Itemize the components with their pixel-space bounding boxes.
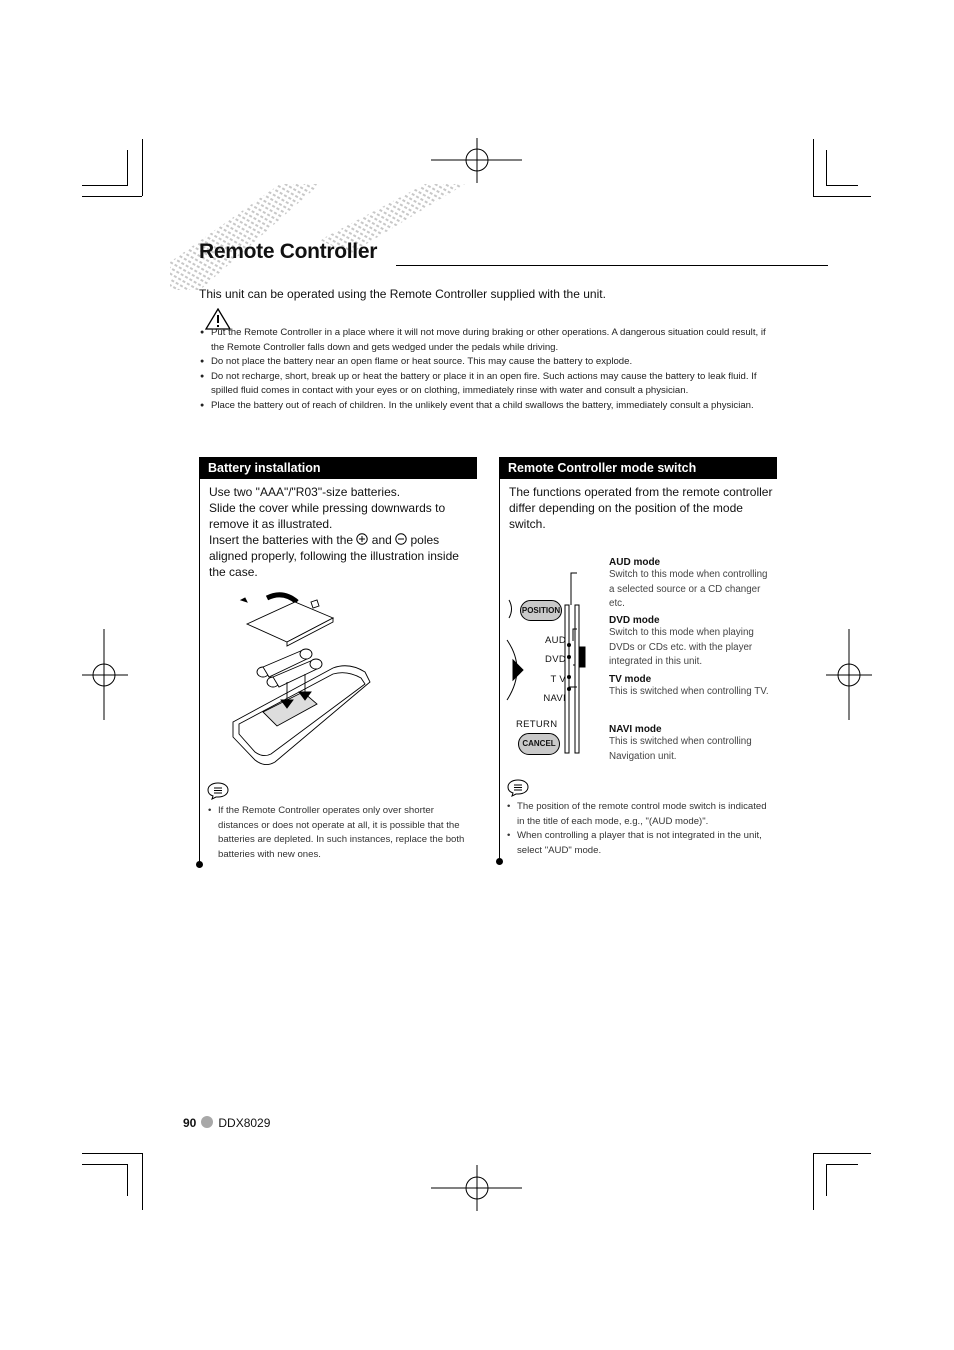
battery-line-3-pre: Insert the batteries with the: [209, 533, 354, 547]
position-button[interactable]: POSITION: [520, 600, 562, 621]
switch-label-aud: AUD: [545, 635, 566, 646]
switch-label-navi: NAVI: [543, 693, 566, 704]
intro-text: This unit can be operated using the Remote Controller supplied with the unit.: [199, 287, 606, 301]
page-footer: [183, 1116, 270, 1130]
column-end-dot: [496, 858, 503, 865]
switch-label-dvd: DVD: [545, 654, 566, 665]
plus-pole-icon: [356, 533, 368, 545]
mode-desc: This is switched when controlling TV.: [609, 686, 769, 697]
mode-aud: [609, 557, 769, 612]
footer-dot-icon: [201, 1116, 213, 1128]
battery-line-1: Use two "AAA"/"R03"-size batteries.: [209, 485, 401, 499]
warning-item: ● Place the battery out of reach of children. In the unlikely event that a child swallows the battery, immediately consult a physician.: [199, 399, 774, 414]
mode-dvd: [609, 615, 769, 670]
battery-line-3-post: poles aligned properly, following the illustration inside the case.: [209, 533, 459, 579]
mode-desc: Switch to this mode when controlling a selected source or a CD changer etc.: [609, 569, 768, 610]
note-item: • When controlling a player that is not integrated in the unit, select "AUD" mode.: [506, 829, 768, 858]
mode-title: DVD mode: [609, 615, 660, 626]
battery-instructions: [209, 484, 477, 580]
mode-tv: [609, 674, 769, 700]
title-rule: [396, 265, 828, 266]
battery-heading: Battery installation: [199, 457, 477, 479]
note-icon: [207, 782, 229, 800]
mode-switch-heading: Remote Controller mode switch: [499, 457, 777, 479]
column-rule: [499, 479, 500, 864]
battery-illustration: [225, 592, 375, 772]
warning-list: [199, 326, 774, 414]
mode-switch-text: The functions operated from the remote controller differ depending on the position of the mode switch.: [509, 485, 773, 531]
mode-title: AUD mode: [609, 557, 661, 568]
page-number: 90: [183, 1116, 197, 1130]
battery-notes: [207, 804, 475, 862]
battery-line-2: Slide the cover while pressing downwards to remove it as illustrated.: [209, 501, 446, 531]
mode-desc: Switch to this mode when playing DVDs or CDs etc. with the player integrated in this unit.: [609, 627, 754, 668]
note-item: • If the Remote Controller operates only over shorter distances or does not operate at all, it is possible that the batteries are depleted. In such instances, replace the both batteries with new ones.: [207, 804, 475, 862]
return-label: RETURN: [516, 719, 558, 730]
note-item: • The position of the remote control mode switch is indicated in the title of each mode, e.g., "(AUD mode)".: [506, 800, 768, 829]
switch-label-tv: T V: [550, 674, 566, 685]
mode-desc: This is switched when controlling Navigation unit.: [609, 736, 752, 762]
warning-item: ● Do not place the battery near an open flame or heat source. This may cause the battery to explode.: [199, 355, 774, 370]
page-title: Remote Controller: [199, 240, 378, 263]
mode-title: TV mode: [609, 674, 652, 685]
battery-line-3: [209, 532, 477, 580]
mode-switch-notes: [506, 800, 768, 858]
mode-title: NAVI mode: [609, 724, 662, 735]
battery-line-3-and: and: [371, 533, 392, 547]
column-end-dot: [196, 861, 203, 868]
model-name: DDX8029: [218, 1116, 271, 1130]
warning-item: ● Put the Remote Controller in a place where it will not move during braking or other operations. A dangerous situation could result, if the Remote Controller falls down and gets wedged under the pedals while driving.: [199, 326, 774, 355]
minus-pole-icon: [395, 533, 407, 545]
note-icon: [507, 779, 529, 797]
mode-navi: [609, 724, 769, 764]
column-rule: [199, 479, 200, 864]
cancel-button[interactable]: CANCEL: [518, 733, 560, 755]
warning-item: ● Do not recharge, short, break up or heat the battery or place it in an open fire. Such actions may cause the battery to leak fluid. If spilled fluid comes in contact with your eyes or on clothing, immediately rinse with water and consult a physician.: [199, 370, 774, 399]
